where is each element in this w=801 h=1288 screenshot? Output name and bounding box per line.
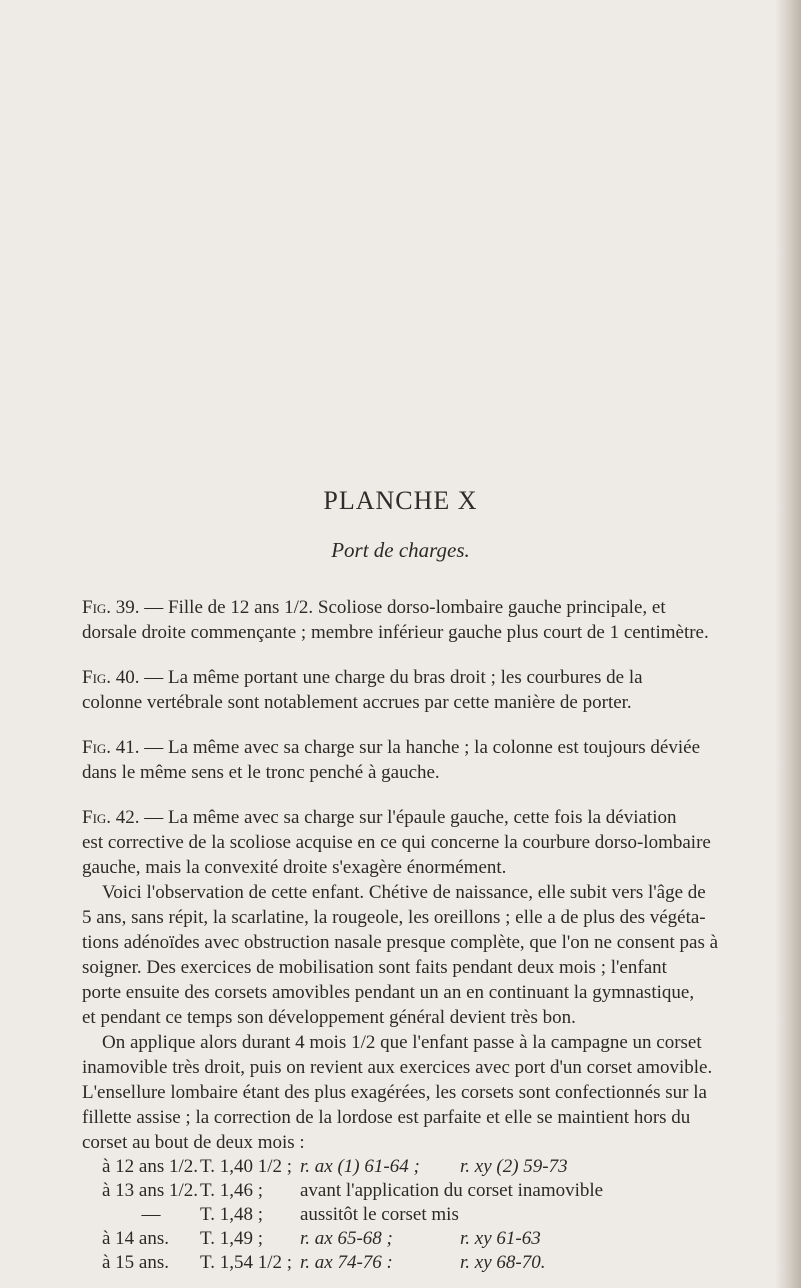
figure-label: Fig. 41. (82, 737, 140, 758)
observation-line: inamovible très droit, puis on revient aux exercices avec port d'un corset amovible. (82, 1057, 713, 1078)
measurements-table (102, 1155, 762, 1275)
observation-line: porte ensuite des corsets amovibles pendant un an en continuant la gymnastique, (82, 982, 695, 1003)
observation-line: fillette assise ; la correction de la lordose est parfaite et elle se maintient hors du (82, 1107, 691, 1128)
plate-title: PLANCHE X (323, 486, 478, 515)
caption-line: dans le même sens et le tronc penché à gauche. (82, 762, 440, 783)
measurement-age: à 12 ans 1/2. (102, 1156, 199, 1177)
observation-line: On applique alors durant 4 mois 1/2 que l'enfant passe à la campagne un corset (102, 1032, 702, 1053)
page-edge-shadow (775, 0, 801, 1288)
figure-41-caption (82, 735, 762, 785)
observation-line: corset au bout de deux mois : (82, 1132, 305, 1153)
caption-line: dorsale droite commençante ; membre inférieur gauche plus court de 1 centimètre. (82, 622, 709, 643)
measurement-xy: r. xy 68-70. (460, 1252, 546, 1273)
figure-42-caption (82, 805, 762, 880)
observation-line: 5 ans, sans répit, la scarlatine, la rougeole, les oreillons ; elle a de plus des végéta- (82, 907, 706, 928)
figure-label: Fig. 39. (82, 597, 140, 618)
measurement-age: à 15 ans. (102, 1252, 170, 1273)
measurement-row (102, 1227, 762, 1251)
measurement-row (102, 1251, 762, 1275)
figure-label: Fig. 40. (82, 667, 140, 688)
caption-line: gauche, mais la convexité droite s'exagère énormément. (82, 857, 507, 878)
observation-line: L'ensellure lombaire étant des plus exagérées, les corsets sont confectionnés sur la (82, 1082, 707, 1103)
observation-line: soigner. Des exercices de mobilisation sont faits pendant deux mois ; l'enfant (82, 957, 667, 978)
caption-line: — La même portant une charge du bras droit ; les courbures de la (144, 667, 643, 688)
measurement-height: T. 1,48 ; (200, 1204, 263, 1225)
measurement-height: T. 1,54 1/2 ; (200, 1252, 293, 1273)
measurement-ax: r. ax (1) 61-64 ; (300, 1156, 420, 1177)
observation-line: et pendant ce temps son développement général devient très bon. (82, 1007, 576, 1028)
caption-line: colonne vertébrale sont notablement accrues par cette manière de porter. (82, 692, 632, 713)
observation-paragraph (82, 880, 762, 1155)
measurement-row (102, 1155, 762, 1179)
measurement-xy: r. xy 61-63 (460, 1228, 541, 1249)
measurement-age: — (141, 1204, 161, 1225)
caption-line: — La même avec sa charge sur l'épaule gauche, cette fois la déviation (144, 807, 677, 828)
caption-line: est corrective de la scoliose acquise en ce qui concerne la courbure dorso-lombaire (82, 832, 711, 853)
caption-line: — La même avec sa charge sur la hanche ; la colonne est toujours déviée (144, 737, 701, 758)
figure-40-caption (82, 665, 762, 715)
measurement-note: aussitôt le corset mis (300, 1204, 459, 1225)
observation-line: Voici l'observation de cette enfant. Chétive de naissance, elle subit vers l'âge de (102, 882, 706, 903)
measurement-ax: r. ax 65-68 ; (300, 1228, 393, 1249)
caption-line: — Fille de 12 ans 1/2. Scoliose dorso-lombaire gauche principale, et (144, 597, 666, 618)
figure-label: Fig. 42. (82, 807, 140, 828)
measurement-height: T. 1,46 ; (200, 1180, 263, 1201)
measurement-height: T. 1,40 1/2 ; (200, 1156, 293, 1177)
plate-subtitle: Port de charges. (331, 538, 470, 562)
measurement-age: à 14 ans. (102, 1228, 170, 1249)
measurement-note: avant l'application du corset inamovible (300, 1180, 604, 1201)
observation-line: tions adénoïdes avec obstruction nasale presque complète, que l'on ne consent pas à (82, 932, 719, 953)
measurement-height: T. 1,49 ; (200, 1228, 263, 1249)
measurement-age: à 13 ans 1/2. (102, 1180, 199, 1201)
measurement-xy: r. xy (2) 59-73 (460, 1156, 568, 1177)
figure-39-caption (82, 595, 762, 645)
measurement-ax: r. ax 74-76 : (300, 1252, 393, 1273)
measurement-row (102, 1179, 762, 1203)
measurement-row (102, 1203, 762, 1227)
